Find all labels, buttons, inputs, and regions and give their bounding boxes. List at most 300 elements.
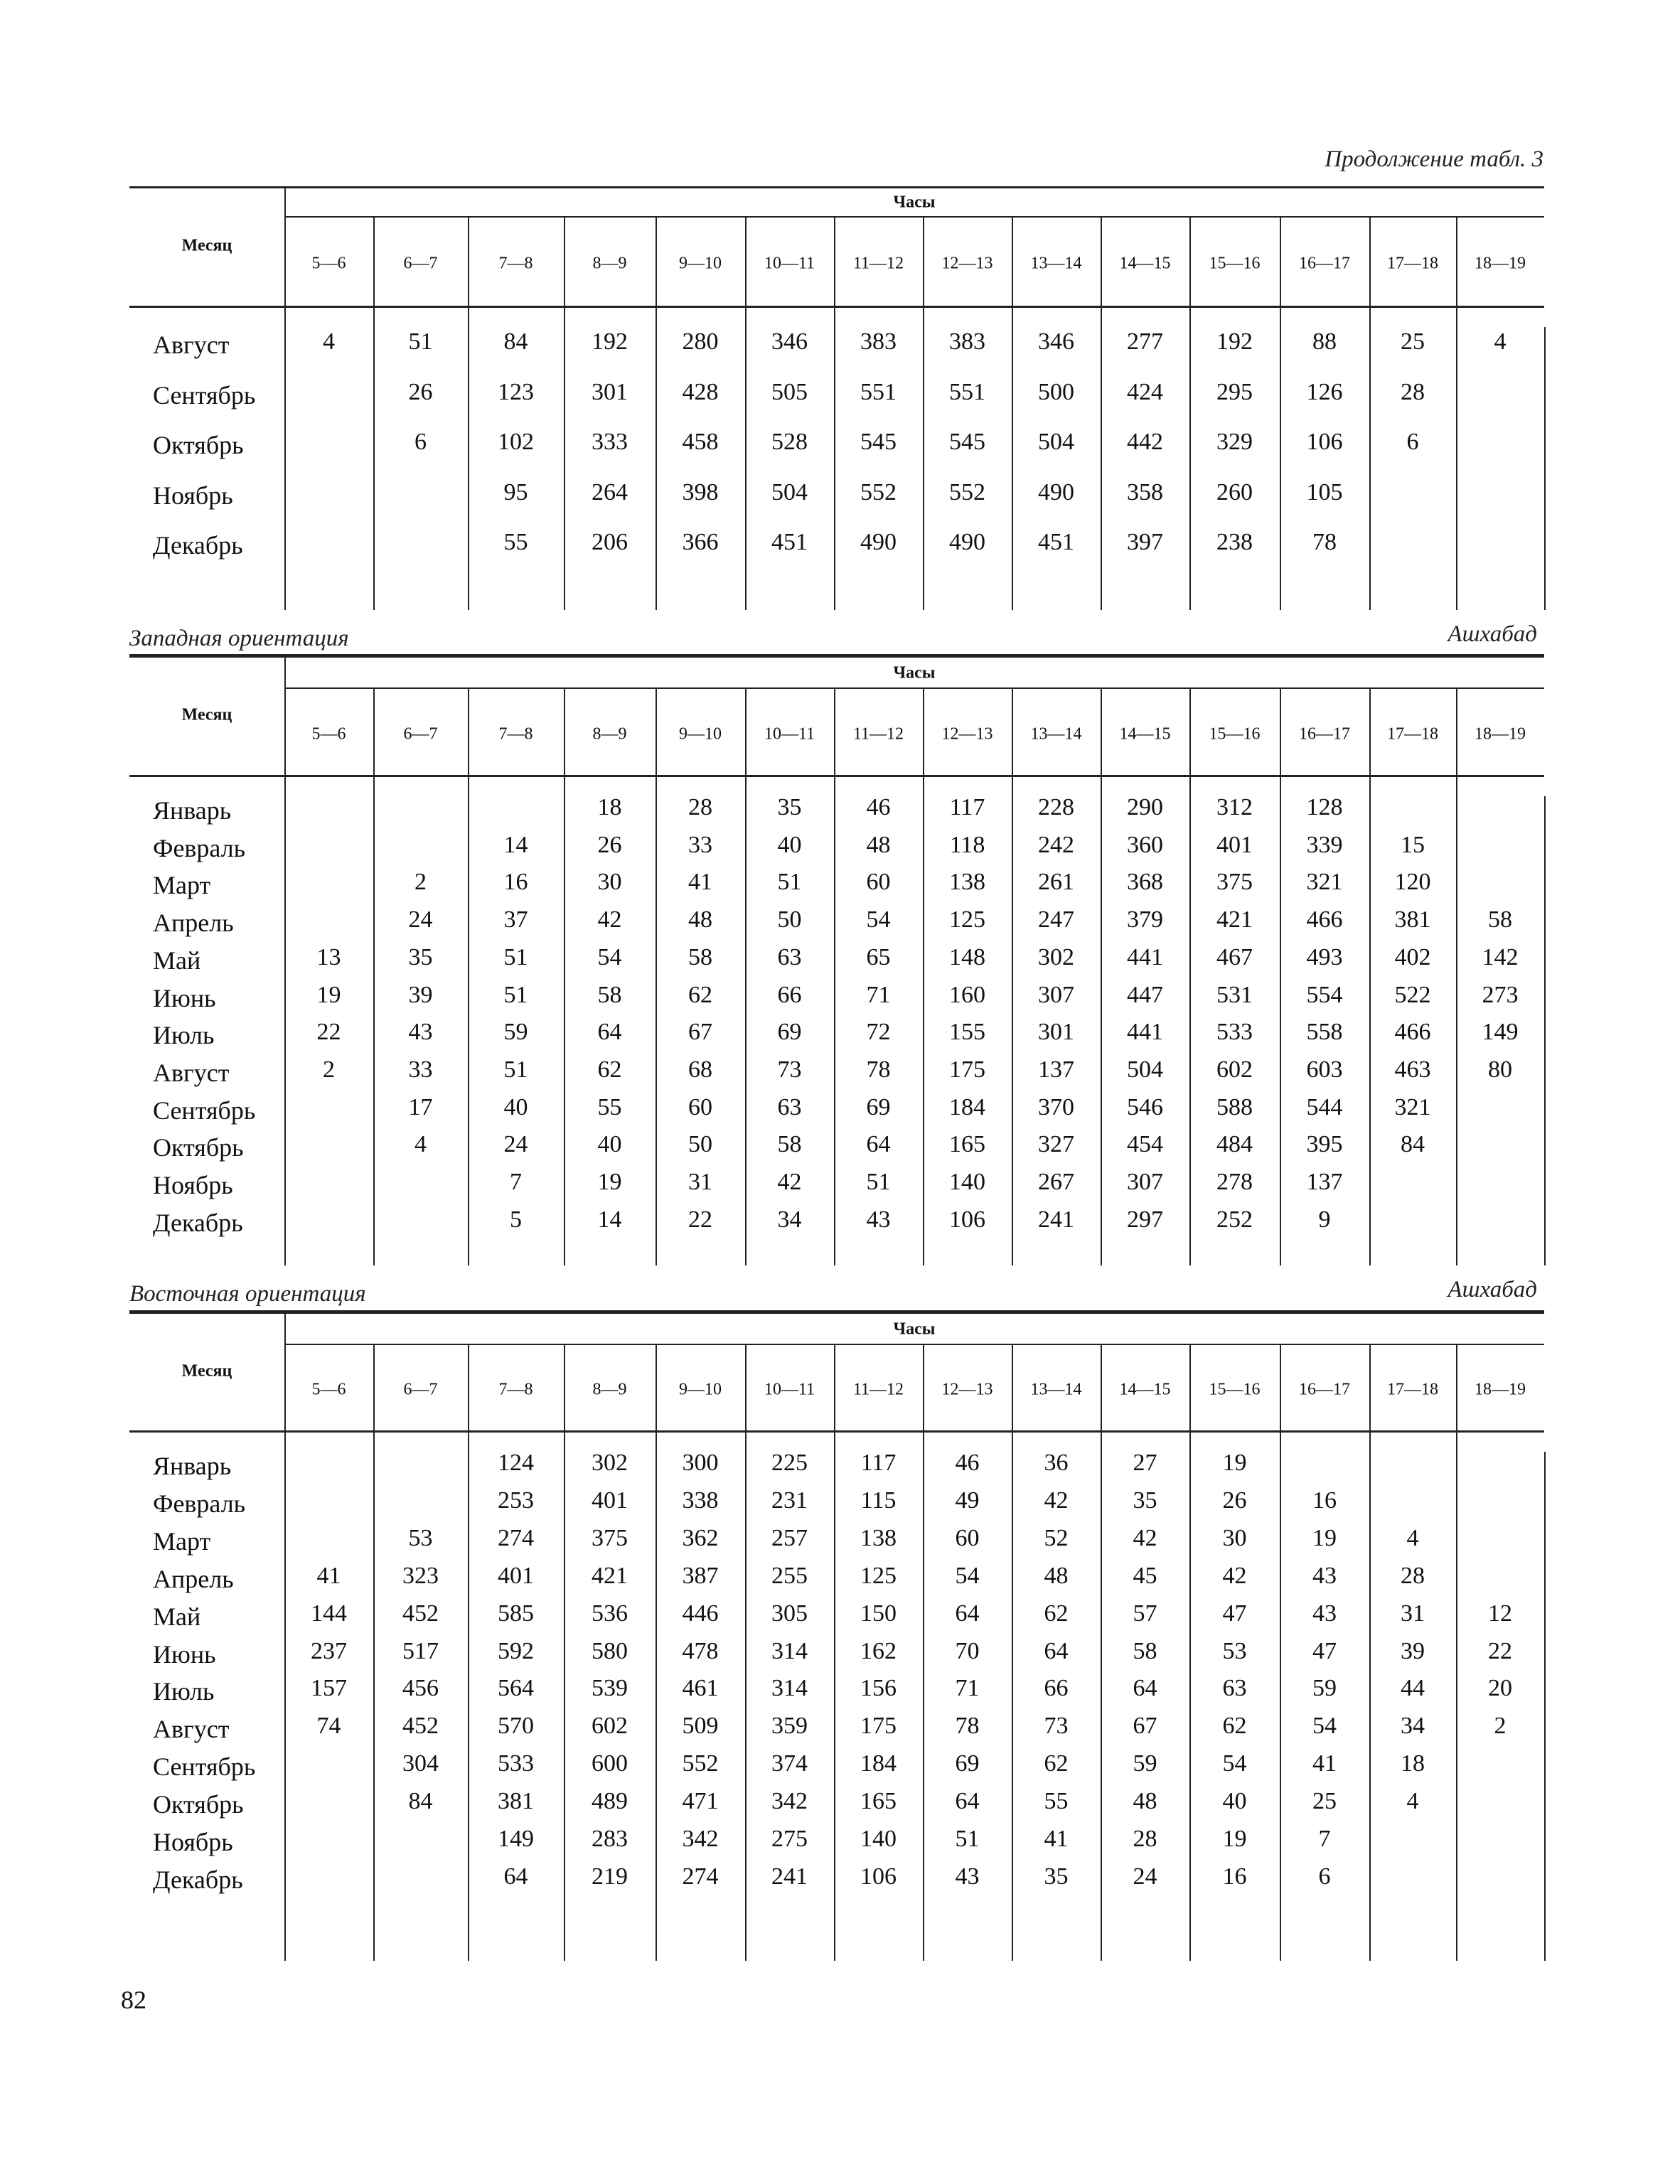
value-cell: 60 <box>866 869 891 896</box>
value-cell: 421 <box>1216 906 1253 933</box>
table-top-rule <box>129 186 1544 188</box>
header-bottom-rule <box>129 1430 1544 1433</box>
value-cell: 45 <box>1133 1562 1157 1589</box>
value-cell: 13 <box>316 943 341 970</box>
month-label: Октябрь <box>153 1790 244 1819</box>
value-cell: 545 <box>949 429 985 455</box>
value-cell: 274 <box>682 1863 719 1890</box>
hour-column-header: 10—11 <box>764 1380 815 1399</box>
value-cell: 241 <box>771 1863 808 1890</box>
column-divider <box>1189 687 1191 1265</box>
value-cell: 342 <box>771 1788 808 1815</box>
value-cell: 237 <box>311 1637 347 1664</box>
hour-column-header: 8—9 <box>592 1380 627 1399</box>
value-cell: 451 <box>1038 529 1074 555</box>
value-cell: 490 <box>860 529 897 555</box>
value-cell: 275 <box>771 1826 808 1852</box>
column-divider <box>1280 687 1281 1265</box>
value-cell: 539 <box>592 1675 628 1702</box>
column-divider <box>834 687 835 1265</box>
value-cell: 48 <box>866 831 891 858</box>
value-cell: 28 <box>1133 1826 1157 1852</box>
hour-column-header: 18—19 <box>1475 1380 1526 1399</box>
month-label: Ноябрь <box>153 481 233 510</box>
value-cell: 15 <box>1401 831 1425 858</box>
column-divider <box>1544 1452 1546 1961</box>
value-cell: 446 <box>682 1600 719 1627</box>
month-label: Апрель <box>153 909 234 938</box>
month-label: Ноябрь <box>153 1171 233 1199</box>
value-cell: 66 <box>777 981 802 1008</box>
value-cell: 51 <box>777 869 802 896</box>
month-label: Декабрь <box>153 1208 243 1237</box>
value-cell: 50 <box>688 1131 712 1158</box>
column-divider <box>923 1344 924 1961</box>
value-cell: 381 <box>1394 906 1431 933</box>
value-cell: 24 <box>408 906 433 933</box>
value-cell: 48 <box>1133 1788 1157 1815</box>
column-divider <box>1369 1344 1371 1961</box>
value-cell: 16 <box>1222 1863 1247 1890</box>
value-cell: 312 <box>1216 794 1253 820</box>
value-cell: 118 <box>949 831 985 858</box>
value-cell: 60 <box>688 1093 712 1120</box>
value-cell: 62 <box>688 981 712 1008</box>
hours-header-rule <box>284 1344 1544 1345</box>
value-cell: 307 <box>1127 1169 1163 1195</box>
column-divider <box>1280 216 1281 610</box>
header-bottom-rule <box>129 775 1544 777</box>
value-cell: 49 <box>955 1487 980 1514</box>
value-cell: 554 <box>1306 981 1343 1008</box>
value-cell: 283 <box>592 1826 628 1852</box>
hour-column-header: 8—9 <box>592 254 627 273</box>
month-column-header: Месяц <box>181 236 232 255</box>
column-divider <box>1369 216 1371 610</box>
hour-column-header: 11—12 <box>852 254 904 273</box>
value-cell: 533 <box>498 1750 534 1777</box>
column-divider <box>923 687 924 1265</box>
value-cell: 447 <box>1127 981 1163 1008</box>
value-cell: 558 <box>1306 1019 1343 1046</box>
hours-group-header: Часы <box>893 663 936 682</box>
value-cell: 4 <box>1406 1788 1419 1815</box>
page-number: 82 <box>121 1986 146 2014</box>
value-cell: 22 <box>1488 1637 1512 1664</box>
value-cell: 54 <box>1222 1750 1247 1777</box>
value-cell: 43 <box>408 1019 433 1046</box>
value-cell: 54 <box>955 1562 980 1589</box>
value-cell: 150 <box>860 1600 897 1627</box>
value-cell: 603 <box>1306 1056 1343 1083</box>
value-cell: 58 <box>777 1131 802 1158</box>
value-cell: 442 <box>1127 429 1163 455</box>
value-cell: 41 <box>316 1562 341 1589</box>
column-divider <box>373 216 375 610</box>
value-cell: 66 <box>1044 1675 1069 1702</box>
value-cell: 41 <box>688 869 712 896</box>
value-cell: 359 <box>771 1713 808 1740</box>
column-divider <box>468 1344 469 1961</box>
value-cell: 242 <box>1038 831 1074 858</box>
value-cell: 137 <box>1306 1169 1343 1195</box>
value-cell: 274 <box>498 1524 534 1551</box>
value-cell: 314 <box>771 1637 808 1664</box>
value-cell: 241 <box>1038 1206 1074 1233</box>
column-divider <box>1544 796 1546 1265</box>
value-cell: 43 <box>1312 1600 1337 1627</box>
value-cell: 381 <box>498 1788 534 1815</box>
value-cell: 2 <box>414 869 427 896</box>
value-cell: 40 <box>1222 1788 1247 1815</box>
month-label: Август <box>153 1058 230 1087</box>
value-cell: 67 <box>1133 1713 1157 1740</box>
hour-column-header: 5—6 <box>311 1380 346 1399</box>
section-title: Западная ориентация <box>129 626 349 651</box>
value-cell: 490 <box>949 529 985 555</box>
value-cell: 441 <box>1127 943 1163 970</box>
value-cell: 253 <box>498 1487 534 1514</box>
value-cell: 69 <box>866 1093 891 1120</box>
hour-column-header: 7—8 <box>498 254 533 273</box>
value-cell: 40 <box>503 1093 528 1120</box>
value-cell: 55 <box>597 1093 622 1120</box>
value-cell: 12 <box>1488 1600 1512 1627</box>
value-cell: 301 <box>1038 1019 1074 1046</box>
hour-column-header: 16—17 <box>1299 724 1350 743</box>
value-cell: 63 <box>777 943 802 970</box>
value-cell: 588 <box>1216 1093 1253 1120</box>
value-cell: 53 <box>1222 1637 1247 1664</box>
value-cell: 106 <box>1306 429 1343 455</box>
value-cell: 74 <box>316 1713 341 1740</box>
value-cell: 551 <box>949 378 985 405</box>
value-cell: 14 <box>503 831 528 858</box>
value-cell: 51 <box>955 1826 980 1852</box>
hour-column-header: 13—14 <box>1030 1380 1082 1399</box>
value-cell: 424 <box>1127 378 1163 405</box>
column-divider <box>834 1344 835 1961</box>
value-cell: 592 <box>498 1637 534 1664</box>
value-cell: 24 <box>1133 1863 1157 1890</box>
table-top-rule <box>129 655 1544 658</box>
value-cell: 338 <box>682 1487 719 1514</box>
value-cell: 78 <box>955 1713 980 1740</box>
month-column-header: Месяц <box>181 1361 232 1380</box>
value-cell: 68 <box>688 1056 712 1083</box>
value-cell: 528 <box>771 429 808 455</box>
value-cell: 55 <box>1044 1788 1069 1815</box>
month-label: Март <box>153 1526 211 1556</box>
value-cell: 570 <box>498 1713 534 1740</box>
hour-column-header: 8—9 <box>592 724 627 743</box>
value-cell: 64 <box>1133 1675 1157 1702</box>
city-label: Ашхабад <box>1448 1277 1537 1302</box>
value-cell: 505 <box>771 378 808 405</box>
value-cell: 165 <box>949 1131 985 1158</box>
column-divider <box>656 687 657 1265</box>
value-cell: 544 <box>1306 1093 1343 1120</box>
value-cell: 484 <box>1216 1131 1253 1158</box>
month-label: Февраль <box>153 1489 246 1518</box>
value-cell: 301 <box>592 378 628 405</box>
value-cell: 456 <box>402 1675 439 1702</box>
value-cell: 461 <box>682 1675 719 1702</box>
column-divider <box>284 186 286 610</box>
value-cell: 184 <box>860 1750 897 1777</box>
column-divider <box>1012 1344 1013 1961</box>
value-cell: 72 <box>866 1019 891 1046</box>
value-cell: 64 <box>503 1863 528 1890</box>
hour-column-header: 16—17 <box>1299 1380 1350 1399</box>
value-cell: 51 <box>503 943 528 970</box>
column-divider <box>1101 687 1102 1265</box>
month-label: Май <box>153 1602 201 1631</box>
month-label: Ноябрь <box>153 1828 233 1856</box>
value-cell: 280 <box>682 328 719 355</box>
value-cell: 358 <box>1127 478 1163 505</box>
hour-column-header: 13—14 <box>1030 254 1082 273</box>
value-cell: 51 <box>503 1056 528 1083</box>
month-label: Июнь <box>153 983 216 1012</box>
value-cell: 59 <box>1312 1675 1337 1702</box>
value-cell: 42 <box>597 906 622 933</box>
value-cell: 517 <box>402 1637 439 1664</box>
value-cell: 125 <box>949 906 985 933</box>
value-cell: 30 <box>597 869 622 896</box>
hour-column-header: 16—17 <box>1299 254 1350 273</box>
value-cell: 395 <box>1306 1131 1343 1158</box>
value-cell: 5 <box>510 1206 522 1233</box>
hour-column-header: 7—8 <box>498 1380 533 1399</box>
value-cell: 19 <box>316 981 341 1008</box>
value-cell: 42 <box>1044 1487 1069 1514</box>
value-cell: 452 <box>402 1600 439 1627</box>
city-label: Ашхабад <box>1448 621 1537 647</box>
hour-column-header: 14—15 <box>1119 1380 1171 1399</box>
value-cell: 62 <box>1044 1600 1069 1627</box>
value-cell: 54 <box>597 943 622 970</box>
value-cell: 42 <box>777 1169 802 1195</box>
value-cell: 36 <box>1044 1450 1069 1476</box>
month-label: Июнь <box>153 1639 216 1669</box>
value-cell: 346 <box>771 328 808 355</box>
value-cell: 290 <box>1127 794 1163 820</box>
column-divider <box>284 655 286 1265</box>
value-cell: 441 <box>1127 1019 1163 1046</box>
value-cell: 26 <box>408 378 433 405</box>
hours-header-rule <box>284 687 1544 689</box>
column-divider <box>564 216 565 610</box>
value-cell: 52 <box>1044 1524 1069 1551</box>
value-cell: 4 <box>1406 1524 1419 1551</box>
value-cell: 33 <box>408 1056 433 1083</box>
value-cell: 4 <box>1494 328 1507 355</box>
value-cell: 58 <box>1488 906 1512 933</box>
month-label: Апрель <box>153 1564 234 1593</box>
value-cell: 155 <box>949 1019 985 1046</box>
value-cell: 175 <box>949 1056 985 1083</box>
value-cell: 128 <box>1306 794 1343 820</box>
value-cell: 28 <box>688 794 712 820</box>
value-cell: 366 <box>682 529 719 555</box>
value-cell: 42 <box>1222 1562 1247 1589</box>
column-divider <box>745 216 747 610</box>
value-cell: 278 <box>1216 1169 1253 1195</box>
value-cell: 117 <box>949 794 985 820</box>
value-cell: 6 <box>1406 429 1419 455</box>
value-cell: 192 <box>592 328 628 355</box>
value-cell: 43 <box>955 1863 980 1890</box>
value-cell: 67 <box>688 1019 712 1046</box>
column-divider <box>373 687 375 1265</box>
hours-group-header: Часы <box>893 1320 936 1338</box>
value-cell: 24 <box>503 1131 528 1158</box>
value-cell: 40 <box>777 831 802 858</box>
hour-column-header: 14—15 <box>1119 724 1171 743</box>
column-divider <box>1544 327 1546 610</box>
hour-column-header: 15—16 <box>1209 254 1261 273</box>
value-cell: 458 <box>682 429 719 455</box>
value-cell: 478 <box>682 1637 719 1664</box>
column-divider <box>656 1344 657 1961</box>
value-cell: 314 <box>771 1675 808 1702</box>
value-cell: 302 <box>592 1450 628 1476</box>
column-divider <box>564 1344 565 1961</box>
value-cell: 552 <box>949 478 985 505</box>
continuation-caption: Продолжение табл. 3 <box>1325 146 1543 172</box>
value-cell: 25 <box>1401 328 1425 355</box>
value-cell: 471 <box>682 1788 719 1815</box>
value-cell: 125 <box>860 1562 897 1589</box>
value-cell: 490 <box>1038 478 1074 505</box>
value-cell: 53 <box>408 1524 433 1551</box>
value-cell: 22 <box>316 1019 341 1046</box>
value-cell: 401 <box>1216 831 1253 858</box>
value-cell: 19 <box>597 1169 622 1195</box>
value-cell: 46 <box>955 1450 980 1476</box>
value-cell: 63 <box>1222 1675 1247 1702</box>
value-cell: 30 <box>1222 1524 1247 1551</box>
hour-column-header: 9—10 <box>679 254 722 273</box>
value-cell: 260 <box>1216 478 1253 505</box>
month-label: Январь <box>153 1452 232 1480</box>
value-cell: 156 <box>860 1675 897 1702</box>
value-cell: 360 <box>1127 831 1163 858</box>
value-cell: 493 <box>1306 943 1343 970</box>
value-cell: 346 <box>1038 328 1074 355</box>
value-cell: 35 <box>777 794 802 820</box>
value-cell: 467 <box>1216 943 1253 970</box>
value-cell: 42 <box>1133 1524 1157 1551</box>
value-cell: 451 <box>771 529 808 555</box>
value-cell: 19 <box>1312 1524 1337 1551</box>
value-cell: 157 <box>311 1675 347 1702</box>
hours-group-header: Часы <box>893 193 936 212</box>
value-cell: 35 <box>1044 1863 1069 1890</box>
column-divider <box>745 687 747 1265</box>
value-cell: 51 <box>503 981 528 1008</box>
column-divider <box>1101 1344 1102 1961</box>
value-cell: 62 <box>1222 1713 1247 1740</box>
hours-header-rule <box>284 216 1544 218</box>
value-cell: 531 <box>1216 981 1253 1008</box>
value-cell: 277 <box>1127 328 1163 355</box>
value-cell: 368 <box>1127 869 1163 896</box>
value-cell: 34 <box>1401 1713 1425 1740</box>
value-cell: 428 <box>682 378 719 405</box>
value-cell: 19 <box>1222 1450 1247 1476</box>
value-cell: 580 <box>592 1637 628 1664</box>
value-cell: 120 <box>1394 869 1431 896</box>
value-cell: 140 <box>860 1826 897 1852</box>
value-cell: 600 <box>592 1750 628 1777</box>
value-cell: 71 <box>955 1675 980 1702</box>
value-cell: 18 <box>597 794 622 820</box>
column-divider <box>1369 687 1371 1265</box>
value-cell: 54 <box>866 906 891 933</box>
value-cell: 27 <box>1133 1450 1157 1476</box>
hour-column-header: 15—16 <box>1209 1380 1261 1399</box>
value-cell: 34 <box>777 1206 802 1233</box>
value-cell: 84 <box>1401 1131 1425 1158</box>
value-cell: 401 <box>498 1562 534 1589</box>
value-cell: 57 <box>1133 1600 1157 1627</box>
value-cell: 26 <box>597 831 622 858</box>
value-cell: 6 <box>414 429 427 455</box>
value-cell: 69 <box>955 1750 980 1777</box>
value-cell: 31 <box>1401 1600 1425 1627</box>
value-cell: 46 <box>866 794 891 820</box>
hour-column-header: 10—11 <box>764 254 815 273</box>
column-divider <box>284 1312 286 1961</box>
value-cell: 552 <box>860 478 897 505</box>
column-divider <box>468 687 469 1265</box>
value-cell: 126 <box>1306 378 1343 405</box>
value-cell: 17 <box>408 1093 433 1120</box>
value-cell: 192 <box>1216 328 1253 355</box>
value-cell: 421 <box>592 1562 628 1589</box>
value-cell: 402 <box>1394 943 1431 970</box>
value-cell: 71 <box>866 981 891 1008</box>
column-divider <box>834 216 835 610</box>
hour-column-header: 9—10 <box>679 1380 722 1399</box>
month-label: Июль <box>153 1677 215 1706</box>
hour-column-header: 14—15 <box>1119 254 1171 273</box>
value-cell: 339 <box>1306 831 1343 858</box>
value-cell: 321 <box>1394 1093 1431 1120</box>
value-cell: 137 <box>1038 1056 1074 1083</box>
column-divider <box>1012 216 1013 610</box>
value-cell: 362 <box>682 1524 719 1551</box>
column-divider <box>1456 1344 1457 1961</box>
hour-column-header: 18—19 <box>1475 254 1526 273</box>
value-cell: 387 <box>682 1562 719 1589</box>
value-cell: 466 <box>1306 906 1343 933</box>
value-cell: 238 <box>1216 529 1253 555</box>
value-cell: 379 <box>1127 906 1163 933</box>
month-label: Май <box>153 946 201 975</box>
value-cell: 50 <box>777 906 802 933</box>
column-divider <box>1280 1344 1281 1961</box>
value-cell: 59 <box>1133 1750 1157 1777</box>
value-cell: 22 <box>688 1206 712 1233</box>
value-cell: 219 <box>592 1863 628 1890</box>
value-cell: 80 <box>1488 1056 1512 1083</box>
value-cell: 545 <box>860 429 897 455</box>
value-cell: 401 <box>592 1487 628 1514</box>
value-cell: 47 <box>1312 1637 1337 1664</box>
